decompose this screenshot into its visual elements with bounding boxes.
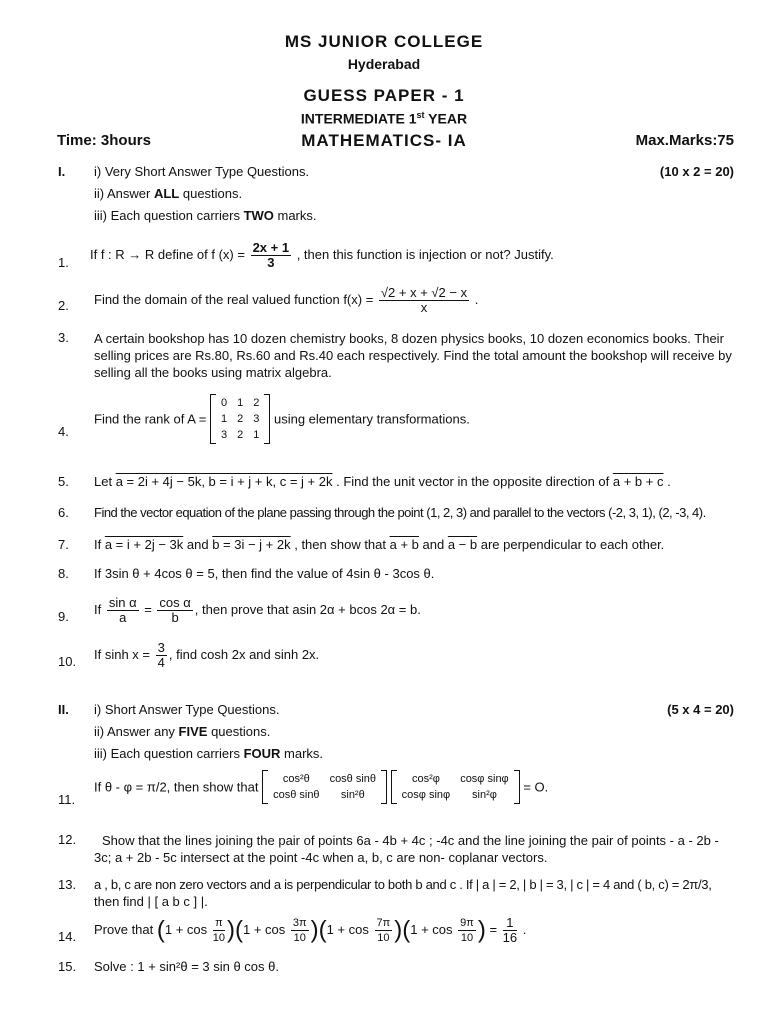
paper-title: GUESS PAPER - 1 [303, 86, 465, 105]
q11-number: 11. [58, 792, 76, 807]
q10-text: If sinh x = $\frac{3}{4}$ , find cosh 2x and sinh 2x. [94, 640, 320, 670]
section-i-score: (10 x 2 = 20) [659, 164, 734, 179]
section-ii-score: (5 x 4 = 20) [667, 702, 734, 717]
max-marks: Max.Marks:75 [635, 132, 734, 149]
q15-number: 15. [58, 959, 77, 974]
subject-title: MATHEMATICS- IA [301, 131, 467, 150]
section-i-instruction-3: iii) Each question carriers TWO marks. [94, 208, 317, 223]
q14-text: Prove that (1 + cos $\frac{\pi}{10}$ )(1 + cos $\frac{3\pi}{10}$ )(1 + cos $\frac{7\pi}{10}$ )(1 + cos $\frac{9\pi}{10}$ ) = $\frac{1}{16}$ . [94, 915, 527, 945]
q6-text: Find the vector equation of the plane passing through the point (1, 2, 3) and parallel to the vectors (-2, 3, 1), (2, -3, 4). [94, 505, 706, 520]
q3-text: A certain bookshop has 10 dozen chemistry books, 8 dozen physics books, 10 dozen economics books. Their selling prices are Rs.80, Rs.60 and Rs.40 each respectively. Find the total amount the bookshop will receive by selling all the books using matrix algebra. [94, 331, 732, 380]
section-i-instruction-1: i) Very Short Answer Type Questions. [94, 164, 310, 179]
time-label: Time: 3hours [57, 132, 151, 149]
q12-text: Show that the lines joining the pair of points 6a - 4b + 4c ; -4c and the line joining the pair of points - a - 2b - 3c; a + 2b - 5c intersect at the point -4c when a, b, c are non- coplanar vectors. [94, 833, 719, 865]
q14-number: 14. [58, 929, 77, 944]
q12-number: 12. [58, 832, 77, 847]
section-i-numeral: I. [58, 164, 66, 179]
q9-text: If $\frac{\text{sin α}}{a}$ = $\frac{\text{cos α}}{b}$ , then prove that asin 2α + bcos 2α = b. [94, 595, 421, 625]
q4-text: Find the rank of A = 0 1 2 1 2 3 3 2 1 using elementary transformations. [94, 394, 470, 444]
q1-number: 1. [58, 255, 69, 270]
year-line: INTERMEDIATE 1st YEAR [300, 110, 468, 127]
q5-text: Let a = 2i + 4j − 5k, b = i + j + k, c = j + 2k . Find the unit vector in the opposite direction of a + b + c . [94, 474, 671, 489]
q2-fraction: $\frac{√2 + x + √2 - x}{x}$ [380, 285, 468, 315]
q2-number: 2. [58, 298, 69, 313]
q13-line-2: then find | [ a b c ] |. [94, 894, 208, 909]
q4-matrix: 0 1 2 1 2 3 3 2 1 [210, 394, 270, 444]
q9-number: 9. [58, 609, 69, 624]
section-i-instruction-2: ii) Answer ALL questions. [94, 186, 243, 201]
college-name: MS JUNIOR COLLEGE [284, 32, 484, 51]
section-ii-instruction-1: i) Short Answer Type Questions. [94, 702, 280, 717]
q8-text: If 3sin θ + 4cos θ = 5, then find the value of 4sin θ - 3cos θ. [94, 566, 435, 581]
section-ii-numeral: II. [58, 702, 69, 717]
q11-matrix-theta: cos²θ cosθ sinθ cosθ sinθ sin²θ [262, 770, 387, 804]
q11-text: If θ - φ = π/2, then show that cos²θ cosθ sinθ cosθ sinθ sin²θ cos²φ cosφ sinφ cosφ sinφ sin²φ = O. [94, 770, 548, 804]
q15-text: Solve : 1 + sin²θ = 3 sin θ cos θ. [94, 959, 279, 974]
q4-number: 4. [58, 424, 69, 439]
section-ii-instruction-2: ii) Answer any FIVE questions. [94, 724, 271, 739]
q7-number: 7. [58, 537, 69, 552]
q10-number: 10. [58, 654, 77, 669]
q11-matrix-phi: cos²φ cosφ sinφ cosφ sinφ sin²φ [391, 770, 520, 804]
q13-line-1: a , b, c are non zero vectors and a is perpendicular to both b and c . If | a | = 2, | b | = 3, | c | = 4 and ( b, c) = 2π/3, [94, 877, 712, 892]
q1-text: If f : R → R define of f (x) = $\frac{2x + 1}{3}$ , then this function is injection or not? Justify. [90, 240, 554, 270]
q8-number: 8. [58, 566, 69, 581]
q3-number: 3. [58, 330, 69, 345]
q6-number: 6. [58, 505, 69, 520]
section-ii-instruction-3: iii) Each question carriers FOUR marks. [94, 746, 324, 761]
q1-fraction: $\frac{2x + 1}{3}$ [252, 240, 290, 270]
q13-number: 13. [58, 877, 77, 892]
q5-number: 5. [58, 474, 69, 489]
college-city: Hyderabad [347, 56, 421, 72]
q2-text: Find the domain of the real valued function f(x) = $\frac{√2 + x + √2 - x}{x}$ . [94, 285, 479, 315]
q7-text: If a = i + 2j − 3k and b = 3i − j + 2k , then show that a + b and a − b are perpendicular to each other. [94, 537, 665, 552]
